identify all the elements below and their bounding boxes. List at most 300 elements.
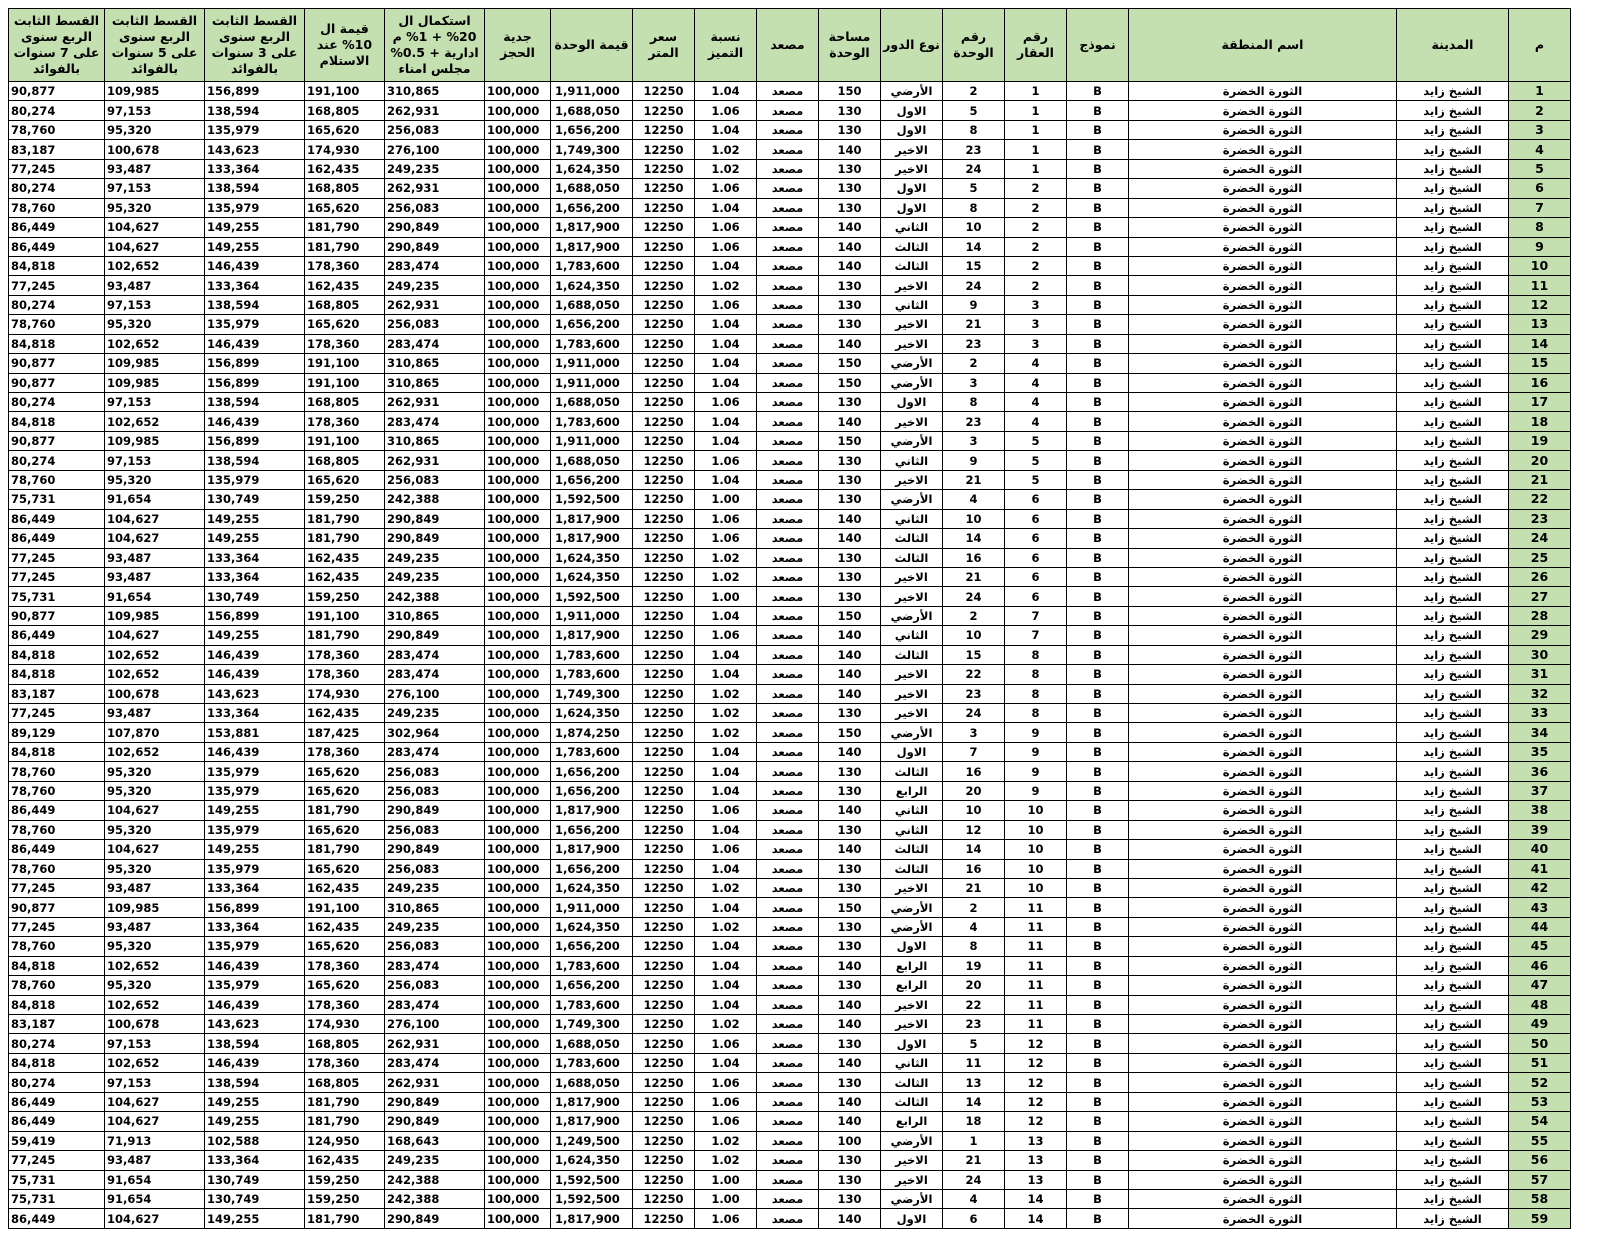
cell-area: 150 bbox=[819, 82, 881, 101]
cell-unit-value: 1,592,500 bbox=[551, 1189, 633, 1208]
cell-model: B bbox=[1067, 1170, 1129, 1189]
cell-unit-value: 1,656,200 bbox=[551, 470, 633, 489]
cell-meter-price: 12250 bbox=[633, 645, 695, 664]
cell-model: B bbox=[1067, 1092, 1129, 1111]
cell-elevator: مصعد bbox=[757, 1112, 819, 1131]
cell-floor: الاخير bbox=[881, 1151, 943, 1170]
cell-premium: 1.04 bbox=[695, 937, 757, 956]
cell-inst7: 75,731 bbox=[9, 1189, 105, 1208]
cell-delivery: 168,805 bbox=[305, 179, 385, 198]
cell-region: الثورة الخضرة bbox=[1129, 645, 1397, 664]
cell-delivery: 181,790 bbox=[305, 529, 385, 548]
cell-city: الشيخ زايد bbox=[1397, 587, 1509, 606]
cell-delivery: 181,790 bbox=[305, 840, 385, 859]
table-row bbox=[9, 1170, 1571, 1189]
cell-city: الشيخ زايد bbox=[1397, 548, 1509, 567]
cell-building: 6 bbox=[1005, 587, 1067, 606]
cell-inst7: 84,818 bbox=[9, 412, 105, 431]
cell-city: الشيخ زايد bbox=[1397, 256, 1509, 275]
table-row bbox=[9, 237, 1571, 256]
cell-inst3: 133,364 bbox=[205, 159, 305, 178]
cell-premium: 1.02 bbox=[695, 1131, 757, 1150]
cell-unit-value: 1,688,050 bbox=[551, 451, 633, 470]
cell-m: 18 bbox=[1509, 412, 1571, 431]
cell-inst7: 89,129 bbox=[9, 723, 105, 742]
cell-premium: 1.04 bbox=[695, 898, 757, 917]
cell-booking: 100,000 bbox=[485, 956, 551, 975]
cell-premium: 1.04 bbox=[695, 431, 757, 450]
cell-city: الشيخ زايد bbox=[1397, 859, 1509, 878]
cell-meter-price: 12250 bbox=[633, 840, 695, 859]
table-row bbox=[9, 256, 1571, 275]
cell-elevator: مصعد bbox=[757, 626, 819, 645]
cell-elevator: مصعد bbox=[757, 470, 819, 489]
cell-floor: الثالث bbox=[881, 256, 943, 275]
cell-premium: 1.06 bbox=[695, 101, 757, 120]
cell-booking: 100,000 bbox=[485, 101, 551, 120]
table-row bbox=[9, 704, 1571, 723]
cell-building: 11 bbox=[1005, 995, 1067, 1014]
cell-unit: 1 bbox=[943, 1131, 1005, 1150]
cell-booking: 100,000 bbox=[485, 995, 551, 1014]
cell-unit-value: 1,624,350 bbox=[551, 704, 633, 723]
cell-completion: 310,865 bbox=[385, 354, 485, 373]
cell-m: 32 bbox=[1509, 684, 1571, 703]
cell-completion: 242,388 bbox=[385, 1170, 485, 1189]
cell-floor: الاخير bbox=[881, 315, 943, 334]
cell-inst5: 97,153 bbox=[105, 1034, 205, 1053]
cell-premium: 1.04 bbox=[695, 665, 757, 684]
cell-inst5: 104,627 bbox=[105, 237, 205, 256]
cell-completion: 256,083 bbox=[385, 120, 485, 139]
cell-booking: 100,000 bbox=[485, 256, 551, 275]
cell-m: 12 bbox=[1509, 295, 1571, 314]
cell-city: الشيخ زايد bbox=[1397, 315, 1509, 334]
cell-booking: 100,000 bbox=[485, 878, 551, 897]
cell-inst7: 86,449 bbox=[9, 1092, 105, 1111]
cell-floor: الثالث bbox=[881, 1092, 943, 1111]
cell-unit-value: 1,817,900 bbox=[551, 626, 633, 645]
cell-region: الثورة الخضرة bbox=[1129, 723, 1397, 742]
cell-inst3: 135,979 bbox=[205, 120, 305, 139]
cell-meter-price: 12250 bbox=[633, 742, 695, 761]
cell-floor: الاول bbox=[881, 742, 943, 761]
cell-model: B bbox=[1067, 976, 1129, 995]
cell-premium: 1.06 bbox=[695, 801, 757, 820]
table-row bbox=[9, 995, 1571, 1014]
cell-area: 130 bbox=[819, 393, 881, 412]
cell-inst5: 91,654 bbox=[105, 490, 205, 509]
cell-city: الشيخ زايد bbox=[1397, 995, 1509, 1014]
cell-city: الشيخ زايد bbox=[1397, 529, 1509, 548]
cell-completion: 283,474 bbox=[385, 742, 485, 761]
cell-unit: 21 bbox=[943, 470, 1005, 489]
cell-city: الشيخ زايد bbox=[1397, 878, 1509, 897]
cell-model: B bbox=[1067, 567, 1129, 586]
cell-model: B bbox=[1067, 1073, 1129, 1092]
cell-unit-value: 1,624,350 bbox=[551, 878, 633, 897]
cell-region: الثورة الخضرة bbox=[1129, 1015, 1397, 1034]
cell-area: 130 bbox=[819, 198, 881, 217]
cell-booking: 100,000 bbox=[485, 120, 551, 139]
cell-unit-value: 1,656,200 bbox=[551, 120, 633, 139]
cell-building: 12 bbox=[1005, 1053, 1067, 1072]
cell-booking: 100,000 bbox=[485, 334, 551, 353]
table-row bbox=[9, 490, 1571, 509]
cell-area: 140 bbox=[819, 801, 881, 820]
cell-premium: 1.02 bbox=[695, 276, 757, 295]
cell-inst3: 135,979 bbox=[205, 859, 305, 878]
cell-inst7: 78,760 bbox=[9, 859, 105, 878]
table-header bbox=[9, 9, 1571, 82]
cell-inst3: 130,749 bbox=[205, 1189, 305, 1208]
cell-inst7: 80,274 bbox=[9, 295, 105, 314]
cell-building: 8 bbox=[1005, 645, 1067, 664]
cell-elevator: مصعد bbox=[757, 1189, 819, 1208]
cell-meter-price: 12250 bbox=[633, 723, 695, 742]
cell-completion: 283,474 bbox=[385, 665, 485, 684]
cell-inst7: 84,818 bbox=[9, 742, 105, 761]
table-row bbox=[9, 198, 1571, 217]
cell-unit-value: 1,656,200 bbox=[551, 820, 633, 839]
cell-booking: 100,000 bbox=[485, 917, 551, 936]
cell-area: 140 bbox=[819, 412, 881, 431]
cell-elevator: مصعد bbox=[757, 645, 819, 664]
cell-floor: الاول bbox=[881, 937, 943, 956]
cell-premium: 1.04 bbox=[695, 412, 757, 431]
cell-inst5: 104,627 bbox=[105, 1092, 205, 1111]
cell-unit-value: 1,783,600 bbox=[551, 645, 633, 664]
cell-inst3: 149,255 bbox=[205, 509, 305, 528]
cell-meter-price: 12250 bbox=[633, 431, 695, 450]
col-header-model: نموذج bbox=[1067, 9, 1129, 82]
cell-meter-price: 12250 bbox=[633, 1073, 695, 1092]
cell-inst3: 135,979 bbox=[205, 781, 305, 800]
cell-unit: 23 bbox=[943, 1015, 1005, 1034]
cell-booking: 100,000 bbox=[485, 606, 551, 625]
cell-floor: الرابع bbox=[881, 956, 943, 975]
cell-area: 150 bbox=[819, 898, 881, 917]
cell-inst3: 138,594 bbox=[205, 1073, 305, 1092]
cell-inst7: 80,274 bbox=[9, 451, 105, 470]
table-body bbox=[9, 82, 1571, 1229]
cell-meter-price: 12250 bbox=[633, 548, 695, 567]
cell-region: الثورة الخضرة bbox=[1129, 1073, 1397, 1092]
cell-inst5: 93,487 bbox=[105, 878, 205, 897]
cell-building: 12 bbox=[1005, 1092, 1067, 1111]
cell-unit-value: 1,817,900 bbox=[551, 1112, 633, 1131]
cell-delivery: 168,805 bbox=[305, 295, 385, 314]
cell-m: 43 bbox=[1509, 898, 1571, 917]
cell-unit: 3 bbox=[943, 723, 1005, 742]
cell-unit: 7 bbox=[943, 742, 1005, 761]
cell-area: 140 bbox=[819, 509, 881, 528]
cell-booking: 100,000 bbox=[485, 723, 551, 742]
cell-region: الثورة الخضرة bbox=[1129, 917, 1397, 936]
cell-booking: 100,000 bbox=[485, 567, 551, 586]
cell-unit: 5 bbox=[943, 179, 1005, 198]
cell-inst5: 104,627 bbox=[105, 1209, 205, 1228]
cell-premium: 1.06 bbox=[695, 451, 757, 470]
cell-city: الشيخ زايد bbox=[1397, 937, 1509, 956]
cell-building: 2 bbox=[1005, 237, 1067, 256]
cell-delivery: 174,930 bbox=[305, 1015, 385, 1034]
cell-building: 6 bbox=[1005, 529, 1067, 548]
cell-inst3: 138,594 bbox=[205, 451, 305, 470]
cell-unit: 20 bbox=[943, 781, 1005, 800]
cell-city: الشيخ زايد bbox=[1397, 1189, 1509, 1208]
cell-unit: 23 bbox=[943, 140, 1005, 159]
cell-elevator: مصعد bbox=[757, 120, 819, 139]
cell-inst3: 156,899 bbox=[205, 898, 305, 917]
cell-elevator: مصعد bbox=[757, 218, 819, 237]
cell-premium: 1.04 bbox=[695, 120, 757, 139]
cell-model: B bbox=[1067, 704, 1129, 723]
cell-m: 8 bbox=[1509, 218, 1571, 237]
cell-inst5: 104,627 bbox=[105, 218, 205, 237]
cell-booking: 100,000 bbox=[485, 587, 551, 606]
cell-booking: 100,000 bbox=[485, 509, 551, 528]
cell-inst7: 84,818 bbox=[9, 956, 105, 975]
table-row bbox=[9, 159, 1571, 178]
cell-area: 140 bbox=[819, 626, 881, 645]
cell-building: 5 bbox=[1005, 451, 1067, 470]
cell-unit: 19 bbox=[943, 956, 1005, 975]
cell-completion: 256,083 bbox=[385, 859, 485, 878]
cell-floor: الاخير bbox=[881, 334, 943, 353]
cell-delivery: 165,620 bbox=[305, 198, 385, 217]
cell-city: الشيخ زايد bbox=[1397, 120, 1509, 139]
cell-inst3: 138,594 bbox=[205, 101, 305, 120]
col-header-city: المدينة bbox=[1397, 9, 1509, 82]
cell-elevator: مصعد bbox=[757, 1015, 819, 1034]
cell-m: 24 bbox=[1509, 529, 1571, 548]
cell-completion: 262,931 bbox=[385, 393, 485, 412]
cell-unit: 21 bbox=[943, 1151, 1005, 1170]
cell-city: الشيخ زايد bbox=[1397, 179, 1509, 198]
cell-m: 56 bbox=[1509, 1151, 1571, 1170]
cell-region: الثورة الخضرة bbox=[1129, 373, 1397, 392]
cell-floor: الثاني bbox=[881, 801, 943, 820]
cell-completion: 242,388 bbox=[385, 490, 485, 509]
cell-inst7: 80,274 bbox=[9, 179, 105, 198]
cell-unit: 4 bbox=[943, 490, 1005, 509]
cell-delivery: 162,435 bbox=[305, 1151, 385, 1170]
cell-premium: 1.00 bbox=[695, 587, 757, 606]
cell-completion: 290,849 bbox=[385, 840, 485, 859]
cell-area: 150 bbox=[819, 606, 881, 625]
cell-floor: الأرضي bbox=[881, 1189, 943, 1208]
cell-building: 11 bbox=[1005, 937, 1067, 956]
cell-m: 40 bbox=[1509, 840, 1571, 859]
cell-completion: 256,083 bbox=[385, 976, 485, 995]
cell-m: 36 bbox=[1509, 762, 1571, 781]
cell-region: الثورة الخضرة bbox=[1129, 898, 1397, 917]
cell-delivery: 191,100 bbox=[305, 606, 385, 625]
cell-unit: 5 bbox=[943, 101, 1005, 120]
cell-inst7: 90,877 bbox=[9, 431, 105, 450]
cell-unit-value: 1,783,600 bbox=[551, 1053, 633, 1072]
cell-floor: الثالث bbox=[881, 529, 943, 548]
cell-m: 17 bbox=[1509, 393, 1571, 412]
cell-meter-price: 12250 bbox=[633, 179, 695, 198]
cell-booking: 100,000 bbox=[485, 315, 551, 334]
cell-inst5: 93,487 bbox=[105, 917, 205, 936]
cell-m: 20 bbox=[1509, 451, 1571, 470]
cell-booking: 100,000 bbox=[485, 373, 551, 392]
cell-booking: 100,000 bbox=[485, 470, 551, 489]
cell-m: 54 bbox=[1509, 1112, 1571, 1131]
cell-completion: 283,474 bbox=[385, 1053, 485, 1072]
cell-building: 7 bbox=[1005, 626, 1067, 645]
cell-model: B bbox=[1067, 237, 1129, 256]
cell-premium: 1.02 bbox=[695, 1015, 757, 1034]
cell-unit: 2 bbox=[943, 82, 1005, 101]
cell-completion: 262,931 bbox=[385, 1073, 485, 1092]
cell-inst5: 95,320 bbox=[105, 470, 205, 489]
cell-building: 11 bbox=[1005, 976, 1067, 995]
cell-area: 130 bbox=[819, 101, 881, 120]
cell-meter-price: 12250 bbox=[633, 198, 695, 217]
cell-inst7: 78,760 bbox=[9, 820, 105, 839]
table-row bbox=[9, 762, 1571, 781]
cell-premium: 1.04 bbox=[695, 1053, 757, 1072]
cell-delivery: 165,620 bbox=[305, 859, 385, 878]
cell-city: الشيخ زايد bbox=[1397, 1112, 1509, 1131]
cell-building: 6 bbox=[1005, 509, 1067, 528]
table-row bbox=[9, 1209, 1571, 1228]
cell-area: 130 bbox=[819, 859, 881, 878]
cell-model: B bbox=[1067, 626, 1129, 645]
cell-region: الثورة الخضرة bbox=[1129, 840, 1397, 859]
cell-booking: 100,000 bbox=[485, 684, 551, 703]
cell-floor: الاخير bbox=[881, 704, 943, 723]
cell-floor: الثالث bbox=[881, 840, 943, 859]
cell-completion: 276,100 bbox=[385, 1015, 485, 1034]
cell-floor: الأرضي bbox=[881, 354, 943, 373]
cell-m: 57 bbox=[1509, 1170, 1571, 1189]
cell-completion: 168,643 bbox=[385, 1131, 485, 1150]
cell-inst5: 93,487 bbox=[105, 276, 205, 295]
cell-completion: 262,931 bbox=[385, 179, 485, 198]
cell-unit: 16 bbox=[943, 548, 1005, 567]
cell-m: 23 bbox=[1509, 509, 1571, 528]
cell-building: 1 bbox=[1005, 140, 1067, 159]
cell-unit-value: 1,688,050 bbox=[551, 101, 633, 120]
cell-premium: 1.02 bbox=[695, 684, 757, 703]
cell-completion: 256,083 bbox=[385, 820, 485, 839]
cell-meter-price: 12250 bbox=[633, 295, 695, 314]
cell-area: 140 bbox=[819, 1015, 881, 1034]
cell-delivery: 124,950 bbox=[305, 1131, 385, 1150]
cell-region: الثورة الخضرة bbox=[1129, 198, 1397, 217]
cell-city: الشيخ زايد bbox=[1397, 645, 1509, 664]
cell-inst3: 149,255 bbox=[205, 529, 305, 548]
cell-delivery: 159,250 bbox=[305, 587, 385, 606]
table-row bbox=[9, 820, 1571, 839]
cell-unit: 5 bbox=[943, 1034, 1005, 1053]
cell-floor: الأرضي bbox=[881, 82, 943, 101]
cell-m: 34 bbox=[1509, 723, 1571, 742]
cell-inst3: 135,979 bbox=[205, 198, 305, 217]
cell-booking: 100,000 bbox=[485, 276, 551, 295]
cell-elevator: مصعد bbox=[757, 1073, 819, 1092]
cell-region: الثورة الخضرة bbox=[1129, 276, 1397, 295]
cell-area: 140 bbox=[819, 237, 881, 256]
cell-meter-price: 12250 bbox=[633, 1189, 695, 1208]
cell-inst3: 133,364 bbox=[205, 878, 305, 897]
col-header-meter-price: سعر المتر bbox=[633, 9, 695, 82]
cell-booking: 100,000 bbox=[485, 1151, 551, 1170]
cell-completion: 249,235 bbox=[385, 548, 485, 567]
cell-premium: 1.04 bbox=[695, 470, 757, 489]
cell-unit-value: 1,624,350 bbox=[551, 1151, 633, 1170]
cell-m: 6 bbox=[1509, 179, 1571, 198]
cell-inst5: 95,320 bbox=[105, 315, 205, 334]
cell-inst3: 156,899 bbox=[205, 82, 305, 101]
cell-floor: الرابع bbox=[881, 976, 943, 995]
cell-inst7: 75,731 bbox=[9, 1170, 105, 1189]
cell-completion: 249,235 bbox=[385, 704, 485, 723]
cell-city: الشيخ زايد bbox=[1397, 276, 1509, 295]
cell-meter-price: 12250 bbox=[633, 665, 695, 684]
cell-inst7: 78,760 bbox=[9, 470, 105, 489]
cell-premium: 1.06 bbox=[695, 626, 757, 645]
cell-completion: 283,474 bbox=[385, 995, 485, 1014]
cell-inst3: 138,594 bbox=[205, 393, 305, 412]
cell-model: B bbox=[1067, 587, 1129, 606]
cell-unit: 24 bbox=[943, 276, 1005, 295]
col-header-floor: نوع الدور bbox=[881, 9, 943, 82]
cell-unit: 21 bbox=[943, 567, 1005, 586]
table-row bbox=[9, 917, 1571, 936]
cell-inst7: 84,818 bbox=[9, 334, 105, 353]
col-header-completion: استكمال ال 20% + 1% م ادارية + 0.5% مجلس امناء bbox=[385, 9, 485, 82]
cell-premium: 1.04 bbox=[695, 995, 757, 1014]
cell-completion: 276,100 bbox=[385, 684, 485, 703]
cell-model: B bbox=[1067, 120, 1129, 139]
cell-model: B bbox=[1067, 898, 1129, 917]
table-row bbox=[9, 1131, 1571, 1150]
cell-model: B bbox=[1067, 431, 1129, 450]
cell-meter-price: 12250 bbox=[633, 898, 695, 917]
cell-region: الثورة الخضرة bbox=[1129, 140, 1397, 159]
cell-booking: 100,000 bbox=[485, 1073, 551, 1092]
cell-model: B bbox=[1067, 295, 1129, 314]
cell-unit: 24 bbox=[943, 704, 1005, 723]
cell-city: الشيخ زايد bbox=[1397, 237, 1509, 256]
cell-unit: 22 bbox=[943, 995, 1005, 1014]
cell-region: الثورة الخضرة bbox=[1129, 218, 1397, 237]
cell-inst3: 133,364 bbox=[205, 567, 305, 586]
cell-unit-value: 1,656,200 bbox=[551, 859, 633, 878]
cell-delivery: 162,435 bbox=[305, 548, 385, 567]
table-row bbox=[9, 1053, 1571, 1072]
cell-model: B bbox=[1067, 276, 1129, 295]
cell-inst7: 84,818 bbox=[9, 1053, 105, 1072]
table-row bbox=[9, 276, 1571, 295]
cell-floor: الاخير bbox=[881, 140, 943, 159]
cell-model: B bbox=[1067, 548, 1129, 567]
cell-unit-value: 1,656,200 bbox=[551, 937, 633, 956]
cell-booking: 100,000 bbox=[485, 801, 551, 820]
cell-region: الثورة الخضرة bbox=[1129, 626, 1397, 645]
cell-area: 140 bbox=[819, 1112, 881, 1131]
cell-delivery: 162,435 bbox=[305, 704, 385, 723]
cell-booking: 100,000 bbox=[485, 840, 551, 859]
cell-building: 11 bbox=[1005, 898, 1067, 917]
cell-building: 14 bbox=[1005, 1209, 1067, 1228]
